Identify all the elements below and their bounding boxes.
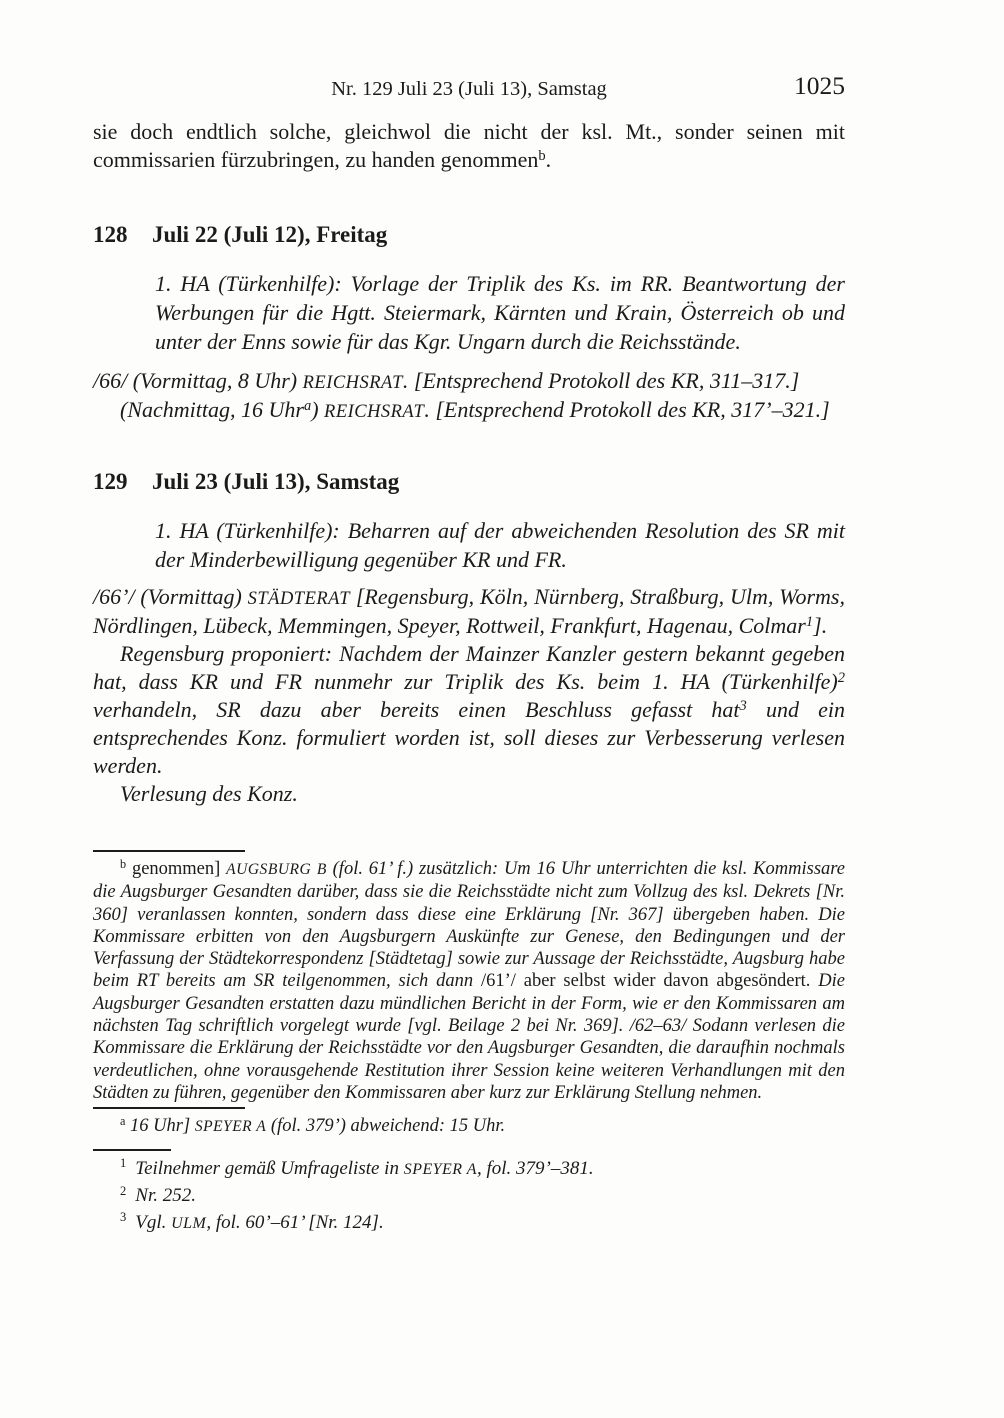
protocol-paragraph: Verlesung des Konz. xyxy=(120,781,298,806)
continuation-paragraph: sie doch endtlich solche, gleichwol die nicht der ksl. Mt., sonder seinen mit commissarien fürzubringen, zu handen genommen$^b$. xyxy=(93,119,845,172)
entry-date-title: Juli 22 (Juli 12), Freitag xyxy=(152,222,388,247)
footnote-a: $^a$ 16 Uhr] SPEYER A (fol. 379’) abweichend: 15 Uhr. xyxy=(120,1114,506,1137)
entry-heading xyxy=(93,220,845,249)
entry-heading xyxy=(93,467,845,496)
numbered-footnotes xyxy=(93,1156,845,1238)
footnote-apparatus xyxy=(93,850,845,1237)
session-line: /66’/ (Vormittag) STÄDTERAT [Regensburg, Köln, Nürnberg, Straßburg, Ulm, Worms, Nördlingen, Lübeck, Memmingen, Speyer, Rottweil, Frankfurt, Hagenau, Colmar$^1$]. xyxy=(93,584,845,638)
footnote-separator-rule xyxy=(93,1107,245,1109)
entry-summary: 1. HA (Türkenhilfe): Beharren auf der abweichenden Resolution des SR mit der Minderbewilligung gegenüber KR und FR. xyxy=(155,518,845,572)
entry-number: 128 xyxy=(93,222,128,247)
page-number: 1025 xyxy=(794,71,845,100)
running-head-title: Nr. 129 Juli 23 (Juli 13), Samstag xyxy=(331,78,607,100)
footnote-2: $^2$ Nr. 252. xyxy=(120,1183,196,1207)
session-line: (Nachmittag, 16 Uhr$^a$) REICHSRAT. [Entsprechend Protokoll des KR, 317’–321.] xyxy=(120,397,830,422)
session-line: /66/ (Vormittag, 8 Uhr) REICHSRAT. [Entsprechend Protokoll des KR, 311–317.] xyxy=(93,368,800,393)
footnote-b: $^b$ genommen] AUGSBURG B (fol. 61’ f.) zusätzlich: Um 16 Uhr unterrichten die ksl. Kommissare die Augsburger Gesandten darüber, dass sie die Reichsstädte nicht zum Vollzug des ksl. Dekrets [Nr. 360] veranlassen konnten, sondern dass diese eine Erklärung [Nr. 367] übergeben haben. Die Kommissare erbitten von den Augsburgern Auskünfte zur Genese, den Bedingungen und der Verfassung der Städtekorrespondenz [Städtetag] sowie zur Aussage der Reichsstädte, Augsburg habe beim RT bereits am SR teilgenommen, sich dann /61’/ aber selbst wider davon abgesöndert. Die Augsburger Gesandten erstatten dazu mündlichen Bericht in der Form, wie er den Kommissaren am nächsten Tag schriftlich vorgelegt wurde [vgl. Beilage 2 bei Nr. 369]. /62–63/ Sodann verlesen die Kommissare die Erklärung der Reichsstädte vor den Augsburger Gesandten, die daraufhin nochmals verdeutlichen, ohne vorausgehende Restitution ihrer Session keine weiteren Verhandlungen mit den Städten zu führen, gegenüber den Kommissaren aber kurz zur Erklärung Stellung nehmen. xyxy=(93,856,845,1103)
footnote-3: $^3$ Vgl. ULM, fol. 60’–61’ [Nr. 124]. xyxy=(120,1210,384,1233)
footnote-1: $^1$ Teilnehmer gemäß Umfrageliste in SPEYER A, fol. 379’–381. xyxy=(120,1156,594,1179)
entry-body xyxy=(93,583,845,808)
entry-128 xyxy=(93,220,845,425)
entry-date-title: Juli 23 (Juli 13), Samstag xyxy=(152,469,400,494)
entry-summary: 1. HA (Türkenhilfe): Vorlage der Triplik des Ks. im RR. Beantwortung der Werbungen für die Hgtt. Steiermark, Kärnten und Krain, Österreich ob und unter der Enns sowie für das Kgr. Ungarn durch die Reichsstände. xyxy=(155,271,845,354)
entry-body xyxy=(93,367,845,425)
footnote-separator-rule xyxy=(93,850,245,852)
footnote-separator-rule-short xyxy=(93,1149,171,1151)
protocol-paragraph: Regensburg proponiert: Nachdem der Mainzer Kanzler gestern bekannt gegeben hat, dass KR und FR nunmehr zur Triplik des Ks. beim 1. HA (Türkenhilfe)$^2$ verhandeln, SR dazu aber bereits einen Beschluss gefasst hat$^3$ und ein entsprechendes Konz. formuliert worden ist, soll dieses zur Verbesserung verlesen werden. xyxy=(93,641,845,778)
entry-129 xyxy=(93,467,845,808)
entry-number: 129 xyxy=(93,469,128,494)
running-head xyxy=(93,0,845,102)
